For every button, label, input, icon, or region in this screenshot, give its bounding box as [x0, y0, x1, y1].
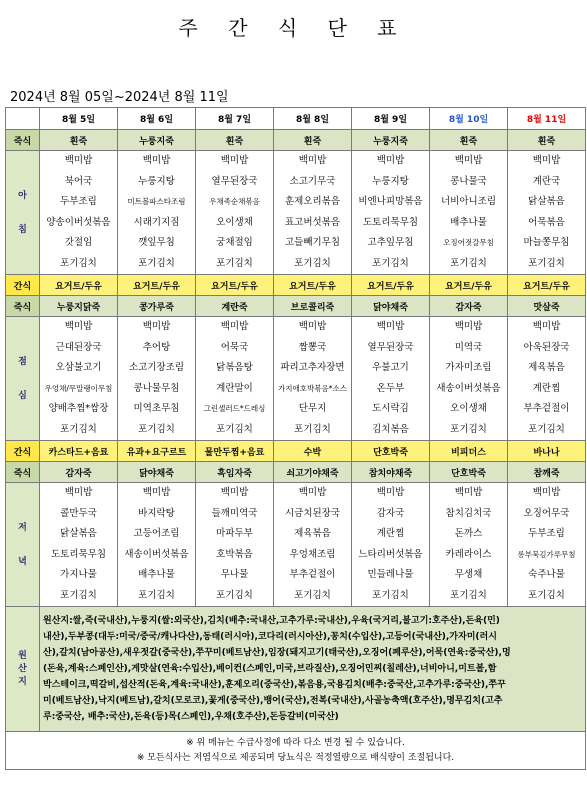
dish-item: 비엔나피망볶음 — [358, 196, 423, 207]
dish-item: 배추나물 — [138, 569, 175, 580]
dish-item: 무생채 — [454, 569, 483, 580]
dinner-day-cell — [430, 483, 508, 607]
juk-cell: 흰죽 — [40, 130, 118, 151]
dinner-day-cell — [40, 483, 118, 607]
dish-item: 가자미조림 — [445, 362, 492, 373]
dish-item: 닭볶음탕 — [216, 362, 253, 373]
lunch-day-cell — [196, 317, 274, 441]
snack-cell: 요거트/두유 — [352, 275, 430, 296]
dish-item: 백미밥 — [220, 487, 249, 498]
lunch-day-cell — [352, 317, 430, 441]
dish-item: 너비아니조림 — [440, 196, 497, 207]
dish-item: 미역초무침 — [133, 403, 180, 414]
dish-item: 콜만두국 — [60, 507, 97, 519]
dish-item: 부추겉절이 — [523, 403, 570, 414]
origin-label: 원 산 지 — [6, 607, 40, 732]
snack-cell: 물만두찜+음료 — [196, 441, 274, 462]
breakfast-day-cell — [196, 151, 274, 275]
dish-item: 제육볶음 — [528, 362, 565, 373]
dish-item: 백미밥 — [64, 487, 93, 498]
dinner-day-cell — [352, 483, 430, 607]
dish-item: 어묵볶음 — [528, 216, 565, 228]
juk-cell: 닭야채죽 — [118, 462, 196, 483]
dish-item: 근대된장국 — [55, 341, 102, 353]
dish-item: 아욱된장국 — [523, 341, 570, 353]
juk-label: 죽식 — [6, 462, 40, 483]
dish-item: 가지애호박볶음*소스 — [278, 383, 347, 393]
lunch-day-cell — [40, 317, 118, 441]
dish-item: 양송이버섯볶음 — [46, 216, 111, 228]
dish-item: 콩나물국 — [450, 175, 487, 187]
notes — [6, 732, 586, 770]
dish-item: 호박볶음 — [216, 548, 253, 560]
dish-item: 표고버섯볶음 — [284, 216, 341, 228]
dinner-day-cell — [508, 483, 586, 607]
dish-item: 포기김치 — [294, 423, 331, 435]
dish-item: 바지락탕 — [138, 507, 175, 519]
dish-item: 계란찜 — [532, 382, 561, 394]
dish-item: 추어탕 — [142, 341, 171, 353]
dish-item: 백미밥 — [376, 487, 405, 498]
breakfast-day-cell — [430, 151, 508, 275]
juk-cell: 브로콜리죽 — [274, 296, 352, 317]
juk-cell: 계란죽 — [196, 296, 274, 317]
day-header: 8월 9일 — [352, 108, 430, 130]
origin-line: 미(베트남산),낙지(베트남),갈치(모로코),꽃게(중국산),뱅어(국산),전복(국내산),사골농축액(호주산),명무김치(고추 — [43, 696, 503, 706]
dish-item: 오징어무국 — [523, 507, 570, 519]
dish-item: 포기김치 — [528, 257, 565, 269]
dish-item: 두부조림 — [528, 528, 565, 539]
dish-item: 소고기무국 — [289, 175, 336, 187]
snack-cell: 요거트/두유 — [40, 275, 118, 296]
dish-item: 백미밥 — [298, 321, 327, 332]
juk-cell: 쇠고기야채죽 — [274, 462, 352, 483]
juk-cell: 흰죽 — [196, 130, 274, 151]
dish-item: 백미밥 — [64, 321, 93, 332]
dish-item: 오삼불고기 — [55, 362, 102, 373]
origin-line: 내산),두부콩(대두:미국/중국/캐나다산),동태(러시아),코다리(러시아산),꽁치(수입산),고등어(국내산),가자미(러시 — [43, 632, 497, 642]
lunch-day-cell — [274, 317, 352, 441]
note-line: ※ 위 메뉴는 수급사정에 따라 다소 변경 될 수 있습니다. — [186, 737, 405, 748]
dish-item: 백미밥 — [532, 487, 561, 498]
dish-item: 열무된장국 — [367, 341, 414, 353]
dish-item: 백미밥 — [142, 487, 171, 498]
dish-item: 롱부묵김가루무침 — [517, 549, 576, 559]
juk-label: 죽식 — [6, 130, 40, 151]
juk-cell: 단호박죽 — [430, 462, 508, 483]
day-header: 8월 6일 — [118, 108, 196, 130]
breakfast-day-cell — [352, 151, 430, 275]
weekly-menu-table — [5, 107, 586, 770]
breakfast-day-cell — [118, 151, 196, 275]
page-title: 주 간 식 단 표 — [178, 16, 409, 40]
dish-item: 포기김치 — [138, 257, 175, 269]
dish-item: 우채족순채볶음 — [209, 197, 260, 206]
snack-cell: 요거트/두유 — [430, 275, 508, 296]
dinner-day-cell — [274, 483, 352, 607]
dish-item: 누룽지탕 — [138, 175, 175, 187]
dish-item: 오이생채 — [216, 216, 253, 228]
lunch-day-cell — [118, 317, 196, 441]
snack-label: 간식 — [6, 275, 40, 296]
juk-cell: 감자죽 — [40, 462, 118, 483]
dish-item: 포기김치 — [216, 257, 253, 269]
dish-item: 어묵국 — [220, 341, 249, 353]
dish-item: 돈까스 — [454, 528, 483, 539]
day-header: 8월 11일 — [508, 108, 586, 130]
dish-item: 들깨미역국 — [211, 507, 258, 519]
juk-cell: 흰죽 — [508, 130, 586, 151]
dish-item: 미트볼파스타조림 — [127, 197, 186, 206]
dinner-day-cell — [118, 483, 196, 607]
dish-item: 백미밥 — [298, 155, 327, 166]
dish-item: 우불고기 — [372, 362, 409, 373]
header-corner — [6, 108, 40, 130]
origin-line: (돈육,계육:스페인산),게맛살(연육:수입산),베이컨(스페인,미국,브라질산),오징어민찌(칠레산),너비아니,미트볼,함 — [43, 664, 497, 674]
dish-item: 포기김치 — [372, 589, 409, 601]
dish-item: 감자국 — [376, 507, 405, 519]
dish-item: 우엉채조림 — [289, 548, 336, 560]
dish-item: 포기김치 — [138, 589, 175, 601]
dish-item: 새송이버섯볶음 — [124, 548, 189, 560]
dish-item: 무나물 — [220, 569, 249, 580]
dish-item: 훈제오리볶음 — [284, 196, 341, 207]
juk-label: 죽식 — [6, 296, 40, 317]
snack-cell: 요거트/두유 — [508, 275, 586, 296]
snack-cell: 유과+요구르트 — [118, 441, 196, 462]
dish-item: 백미밥 — [532, 321, 561, 332]
lunch-label: 점 심 — [6, 317, 40, 441]
dish-item: 백미밥 — [454, 487, 483, 498]
dish-item: 백미밥 — [64, 155, 93, 166]
dish-item: 김치볶음 — [372, 423, 409, 435]
dish-item: 오이생채 — [450, 403, 487, 414]
dish-item: 소고기장조림 — [128, 362, 185, 373]
dish-item: 백미밥 — [454, 321, 483, 332]
dish-item: 닭살볶음 — [60, 528, 97, 539]
dish-item: 백미밥 — [142, 321, 171, 332]
dish-item: 열무된장국 — [211, 175, 258, 187]
juk-cell: 닭야채죽 — [352, 296, 430, 317]
dish-item: 배추나물 — [450, 216, 487, 228]
dish-item: 백미밥 — [376, 155, 405, 166]
dish-item: 백미밥 — [220, 155, 249, 166]
dish-item: 포기김치 — [528, 423, 565, 435]
snack-cell: 바나나 — [508, 441, 586, 462]
origin-info — [40, 607, 586, 732]
dish-item: 새송이버섯볶음 — [436, 382, 501, 394]
dish-item: 계란국 — [532, 175, 561, 187]
juk-cell: 참치야채죽 — [352, 462, 430, 483]
dish-item: 부추겉절이 — [289, 569, 336, 580]
day-header: 8월 10일 — [430, 108, 508, 130]
origin-line: 산),갈치(남아공산),새우젓갈(중국산),쭈꾸미(베트남산),임장(돼지고기(태국산),오징어(페루산),어묵(연육:중국산),멍 — [43, 648, 511, 658]
juk-cell: 맛살죽 — [508, 296, 586, 317]
dish-item: 도토리묵무침 — [362, 216, 419, 228]
dish-item: 백미밥 — [532, 155, 561, 166]
origin-line: 원산지:쌀,죽(국내산),누룽지(쌀:외국산),김치(배추:국내산,고추가루:국내산),우육(국거리,불고기:호주산),돈육(민) — [43, 616, 500, 626]
dish-item: 포기김치 — [450, 589, 487, 601]
dish-item: 포기김치 — [294, 589, 331, 601]
day-header: 8월 8일 — [274, 108, 352, 130]
dish-item: 콩나물무침 — [133, 382, 180, 394]
dish-item: 민들레나물 — [367, 569, 414, 580]
origin-line: 박스테이크,떡갈비,섭산적(돈육,계육:국내산),훈제오리(중국산),볶음용,국용김치(배추:중국산,고추가루:중국산),쭈꾸 — [43, 680, 506, 690]
dish-item: 마파두부 — [216, 528, 253, 539]
snack-cell: 요거트/두유 — [196, 275, 274, 296]
note-line: ※ 모든식사는 저염식으로 제공되며 당뇨식은 적정열량으로 배식량이 조절됩니다. — [136, 752, 455, 763]
dish-item: 미역국 — [454, 341, 483, 353]
dish-item: 포기김치 — [60, 423, 97, 435]
dish-item: 도토리묵무침 — [50, 548, 107, 560]
dish-item: 오징어젓갈무침 — [443, 238, 494, 247]
dish-item: 포기김치 — [138, 423, 175, 435]
dish-item: 백미밥 — [298, 487, 327, 498]
dish-item: 계란말이 — [216, 382, 253, 394]
dish-item: 숙주나물 — [528, 569, 565, 580]
dish-item: 북어국 — [64, 175, 93, 187]
dinner-day-cell — [196, 483, 274, 607]
dish-item: 궁채절임 — [216, 237, 253, 248]
dish-item: 마늘쫑무침 — [523, 237, 570, 248]
dish-item: 파리고추자장면 — [280, 362, 345, 373]
dish-item: 고등어조림 — [133, 528, 180, 539]
lunch-day-cell — [430, 317, 508, 441]
dish-item: 갓절임 — [64, 237, 93, 248]
dish-item: 양배추찜*쌈장 — [48, 403, 109, 414]
dish-item: 계란찜 — [376, 528, 405, 539]
dish-item: 깻잎무침 — [138, 237, 175, 248]
dish-item: 시래기지짐 — [133, 216, 180, 228]
dish-item: 백미밥 — [376, 321, 405, 332]
juk-cell: 흑임자죽 — [196, 462, 274, 483]
juk-cell: 흰죽 — [274, 130, 352, 151]
dish-item: 느타리버섯볶음 — [358, 548, 423, 560]
juk-cell: 감자죽 — [430, 296, 508, 317]
dish-item: 포기김치 — [450, 423, 487, 435]
breakfast-label: 아 침 — [6, 151, 40, 275]
snack-cell: 요거트/두유 — [118, 275, 196, 296]
juk-cell: 누룽지죽 — [352, 130, 430, 151]
lunch-day-cell — [508, 317, 586, 441]
breakfast-day-cell — [508, 151, 586, 275]
breakfast-day-cell — [274, 151, 352, 275]
dish-item: 누룽지탕 — [372, 175, 409, 187]
dish-item: 가지나물 — [60, 569, 97, 580]
dish-item: 백미밥 — [220, 321, 249, 332]
juk-cell: 콩가루죽 — [118, 296, 196, 317]
snack-cell: 카스타드+음료 — [40, 441, 118, 462]
snack-cell: 비피더스 — [430, 441, 508, 462]
dish-item: 온두부 — [376, 382, 405, 394]
dish-item: 포기김치 — [216, 589, 253, 601]
dish-item: 단무지 — [298, 403, 327, 414]
dish-item: 도시락김 — [372, 403, 409, 414]
dish-item: 시금치된장국 — [284, 507, 341, 519]
juk-cell: 흰죽 — [430, 130, 508, 151]
breakfast-day-cell — [40, 151, 118, 275]
dish-item: 백미밥 — [454, 155, 483, 166]
juk-cell: 누룽지죽 — [118, 130, 196, 151]
dish-item: 포기김치 — [372, 257, 409, 269]
dish-item: 카레라이스 — [445, 548, 492, 560]
dish-item: 제육볶음 — [294, 528, 331, 539]
snack-cell: 요거트/두유 — [274, 275, 352, 296]
dish-item: 참치김치국 — [445, 507, 492, 519]
dish-item: 고추잎무침 — [367, 237, 414, 248]
dinner-label: 저 녁 — [6, 483, 40, 607]
snack-cell: 단호박죽 — [352, 441, 430, 462]
dish-item: 포기김치 — [528, 589, 565, 601]
day-header: 8월 7일 — [196, 108, 274, 130]
origin-line: 루:중국산, 배추:국산),돈육(등)목(스페인),우채(호주산),돈등갈비(미국산) — [43, 712, 339, 722]
juk-cell: 참깨죽 — [508, 462, 586, 483]
dish-item: 포기김치 — [450, 257, 487, 269]
dish-item: 포기김치 — [294, 257, 331, 269]
dish-item: 닭살볶음 — [528, 196, 565, 207]
dish-item: 그린샐러드*드레싱 — [203, 404, 266, 413]
dish-item: 백미밥 — [142, 155, 171, 166]
day-header: 8월 5일 — [40, 108, 118, 130]
snack-cell: 수박 — [274, 441, 352, 462]
dish-item: 포기김치 — [60, 589, 97, 601]
dish-item: 짬뽕국 — [298, 341, 327, 353]
dish-item: 포기김치 — [216, 423, 253, 435]
dish-item: 두부조림 — [60, 196, 97, 207]
juk-cell: 누룽지닭죽 — [40, 296, 118, 317]
dish-item: 포기김치 — [60, 257, 97, 269]
dish-item: 고들빼기무침 — [284, 237, 341, 248]
dish-item: 우엉채/무말랭이무침 — [44, 383, 113, 393]
snack-label: 간식 — [6, 441, 40, 462]
menu-period: 2024년 8월 05일~2024년 8월 11일 — [10, 90, 229, 105]
